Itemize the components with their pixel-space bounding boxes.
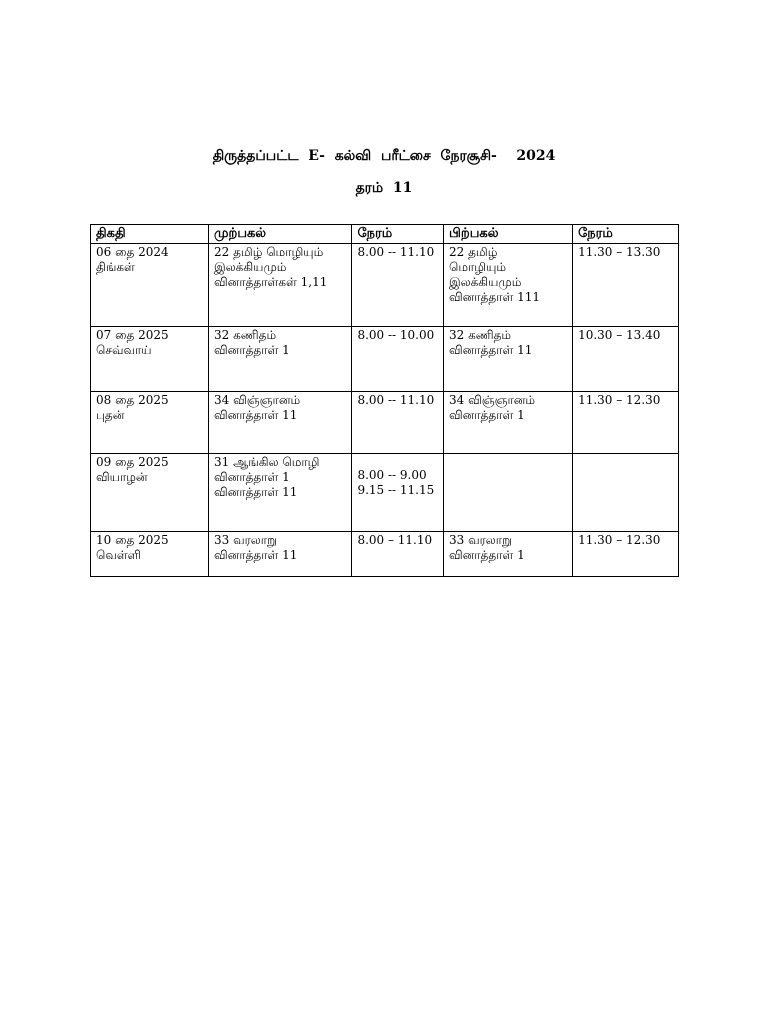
row-afternoon-time: 11.30 – 12.30 xyxy=(573,532,679,577)
header-date: திகதி xyxy=(91,225,209,244)
row-morning-time: 8.00 – 11.10 xyxy=(352,532,444,577)
row-afternoon-subject: 32 கணிதம் வினாத்தாள் 11 xyxy=(444,327,573,392)
row-morning-subject: 31 ஆங்கில மொழி வினாத்தாள் 1 வினாத்தாள் 11 xyxy=(209,454,352,532)
table-row xyxy=(91,244,679,327)
table-header-row xyxy=(91,225,679,244)
document-subtitle: தரம் 11 xyxy=(355,180,413,196)
row-morning-time: 8.00 -- 11.10 xyxy=(352,244,444,327)
row-morning-subject: 22 தமிழ் மொழியும் இலக்கியமும் வினாத்தாள்கள் 1,11 xyxy=(209,244,352,327)
row-afternoon-time: 11.30 – 12.30 xyxy=(573,392,679,454)
exam-timetable xyxy=(90,224,679,577)
row-date: 07 தை 2025 செவ்வாய் xyxy=(91,327,209,392)
row-afternoon-time xyxy=(573,454,679,532)
row-afternoon-time: 11.30 – 13.30 xyxy=(573,244,679,327)
row-afternoon-subject: 33 வரலாறு வினாத்தாள் 1 xyxy=(444,532,573,577)
row-morning-time: 8.00 -- 10.00 xyxy=(352,327,444,392)
row-afternoon-subject: 34 விஞ்ஞானம் வினாத்தாள் 1 xyxy=(444,392,573,454)
row-afternoon-subject: 22 தமிழ் மொழியும் இலக்கியமும் வினாத்தாள் 111 xyxy=(444,244,573,327)
row-afternoon-subject xyxy=(444,454,573,532)
table-row xyxy=(91,327,679,392)
row-date: 06 தை 2024 திங்கள் xyxy=(91,244,209,327)
row-date: 09 தை 2025 வியாழன் xyxy=(91,454,209,532)
row-morning-subject: 33 வரலாறு வினாத்தாள் 11 xyxy=(209,532,352,577)
table-row xyxy=(91,454,679,532)
row-morning-time: 8.00 -- 11.10 xyxy=(352,392,444,454)
row-afternoon-time: 10.30 – 13.40 xyxy=(573,327,679,392)
document-title: திருத்தப்பட்ட E- கல்வி பரீட்சை நேரசூசி- 2024 xyxy=(212,148,556,164)
row-morning-subject: 32 கணிதம் வினாத்தாள் 1 xyxy=(209,327,352,392)
header-afternoon: பிற்பகல் xyxy=(444,225,573,244)
table-row xyxy=(91,532,679,577)
row-morning-time: 8.00 -- 9.00 9.15 -- 11.15 xyxy=(352,454,444,532)
header-afternoon-time: நேரம் xyxy=(573,225,679,244)
row-morning-subject: 34 விஞ்ஞானம் வினாத்தாள் 11 xyxy=(209,392,352,454)
row-date: 10 தை 2025 வெள்ளி xyxy=(91,532,209,577)
header-morning: முற்பகல் xyxy=(209,225,352,244)
row-date: 08 தை 2025 புதன் xyxy=(91,392,209,454)
header-morning-time: நேரம் xyxy=(352,225,444,244)
table-row xyxy=(91,392,679,454)
